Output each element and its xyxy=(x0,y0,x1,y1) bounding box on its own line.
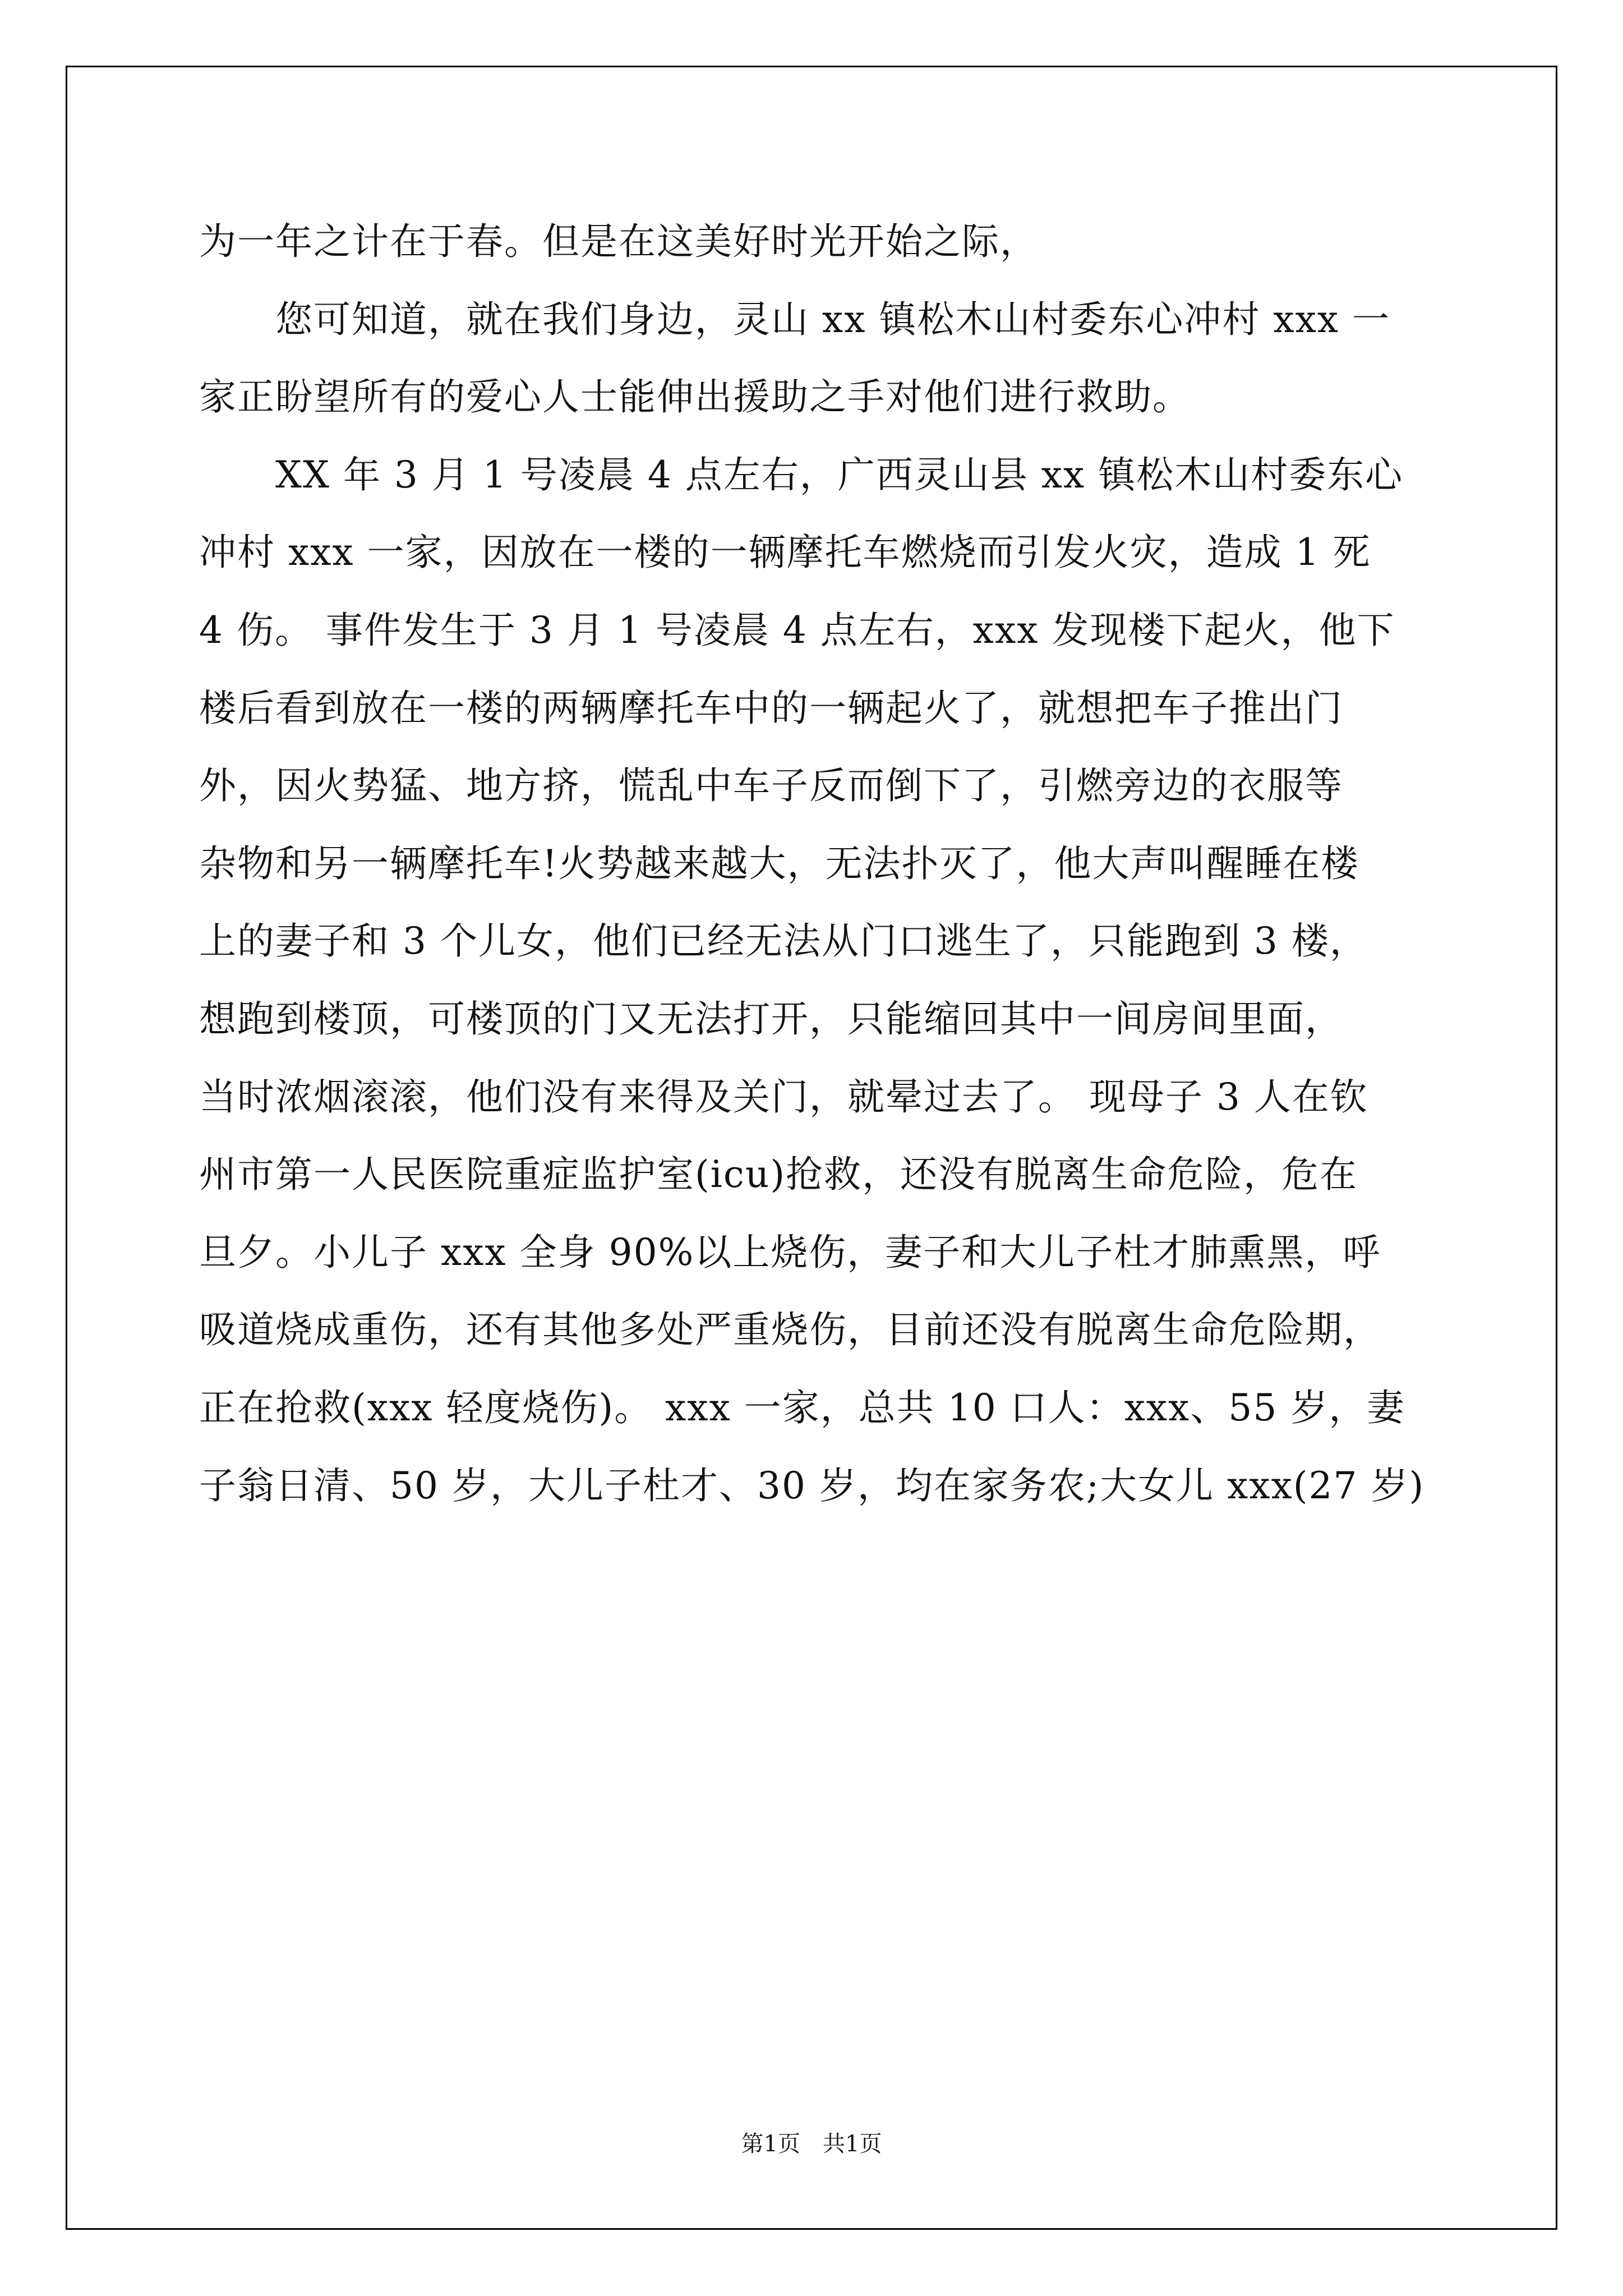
text-line: 4 伤。 事件发生于 3 月 1 号凌晨 4 点左右，xxx 发现楼下起火，他下 xyxy=(199,608,1395,652)
text-line: XX 年 3 月 1 号凌晨 4 点左右，广西灵山县 xx 镇松木山村委东心 xyxy=(275,453,1404,496)
text-line: 冲村 xxx 一家，因放在一楼的一辆摩托车燃烧而引发火灾，造成 1 死 xyxy=(199,531,1371,574)
text-line: 州市第一人民医院重症监护室(icu)抢救，还没有脱离生命危险，危在 xyxy=(199,1153,1358,1197)
text-line: 上的妻子和 3 个儿女，他们已经无法从门口逃生了，只能跑到 3 楼， xyxy=(199,919,1368,963)
text-line: 家正盼望所有的爱心人士能伸出援助之手对他们进行救助。 xyxy=(199,375,1191,419)
document-body xyxy=(199,203,1433,1525)
text-line: 吸道烧成重伤，还有其他多处严重烧伤，目前还没有脱离生命危险期， xyxy=(199,1308,1381,1352)
text-line: 想跑到楼顶，可楼顶的门又无法打开，只能缩回其中一间房间里面， xyxy=(199,997,1343,1041)
text-line: 杂物和另一辆摩托车!火势越来越大，无法扑灭了，他大声叫醒睡在楼 xyxy=(199,841,1359,885)
text-line: 子翁日清、50 岁，大儿子杜才、30 岁，均在家务农;大女儿 xxx(27 岁) xyxy=(199,1464,1425,1507)
text-line: 外，因火势猛、地方挤，慌乱中车子反而倒下了，引燃旁边的衣服等 xyxy=(199,764,1343,808)
text-line: 为一年之计在于春。但是在这美好时光开始之际， xyxy=(199,220,1038,263)
page-number-footer: 第1页 共1页 xyxy=(741,2131,882,2157)
text-line: 当时浓烟滚滚，他们没有来得及关门，就晕过去了。 现母子 3 人在钦 xyxy=(199,1075,1368,1119)
text-line: 您可知道，就在我们身边，灵山 xx 镇松木山村委东心冲村 xxx 一 xyxy=(275,297,1391,341)
text-line: 楼后看到放在一楼的两辆摩托车中的一辆起火了，就想把车子推出门 xyxy=(199,686,1343,730)
text-line: 旦夕。小儿子 xxx 全身 90%以上烧伤，妻子和大儿子杜才肺熏黑，呼 xyxy=(199,1230,1381,1274)
text-line: 正在抢救(xxx 轻度烧伤)。 xxx 一家，总共 10 口人：xxx、55 岁，妻 xyxy=(199,1386,1405,1429)
